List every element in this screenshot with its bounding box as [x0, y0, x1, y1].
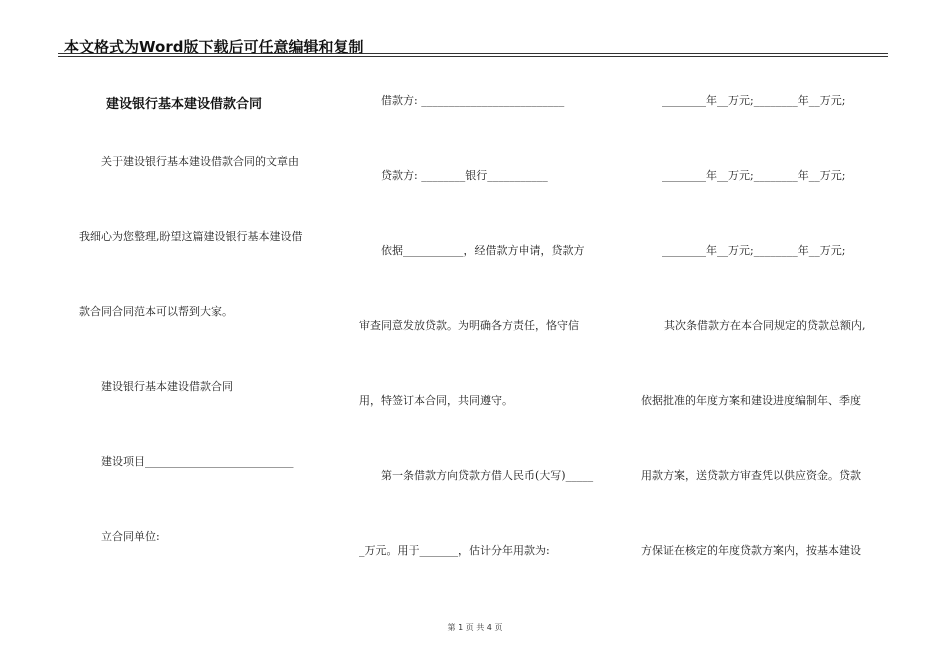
col3-line-7: 方保证在核定的年度贷款方案内，按基本建设 — [641, 544, 861, 557]
col1-line-5: 建设项目___________________________ — [101, 455, 294, 468]
col3-line-6: 用款方案，送贷款方审查凭以供应资金。贷款 — [641, 469, 861, 482]
col1-line-4: 建设银行基本建设借款合同 — [101, 380, 233, 393]
col1-line-6: 立合同单位: — [101, 530, 160, 543]
col3-line-2: ________年__万元;________年__万元; — [662, 169, 846, 182]
document-title: 建设银行基本建设借款合同 — [106, 97, 263, 112]
col1-line-1: 关于建设银行基本建设借款合同的文章由 — [101, 155, 299, 168]
col1-line-3: 款合同合同范本可以帮到大家。 — [79, 305, 233, 318]
col3-line-4: 其次条借款方在本合同规定的贷款总额内, — [664, 319, 866, 332]
col2-line-1: 借款方: __________________________ — [381, 94, 565, 107]
col2-line-5: 用，特签订本合同，共同遵守。 — [359, 394, 513, 407]
header-divider — [58, 53, 888, 54]
header-title: 本文格式为Word版下载后可任意编辑和复制 — [64, 38, 364, 56]
header-divider-secondary — [58, 56, 888, 57]
col2-line-6: 第一条借款方向贷款方借人民币(大写)_____ — [381, 469, 594, 482]
col2-line-4: 审查同意发放贷款。为明确各方责任，恪守信 — [359, 319, 579, 332]
col2-line-7: _万元。用于_______，估计分年用款为: — [359, 544, 550, 557]
col2-line-2: 贷款方: ________银行___________ — [381, 169, 548, 182]
col3-line-5: 依据批准的年度方案和建设进度编制年、季度 — [641, 394, 861, 407]
col3-line-1: ________年__万元;________年__万元; — [662, 94, 846, 107]
col1-line-2: 我细心为您整理,盼望这篇建设银行基本建设借 — [79, 230, 303, 243]
col3-line-3: ________年__万元;________年__万元; — [662, 244, 846, 257]
page-number: 第 1 页 共 4 页 — [447, 623, 503, 632]
col2-line-3: 依据___________，经借款方申请，贷款方 — [381, 244, 585, 257]
